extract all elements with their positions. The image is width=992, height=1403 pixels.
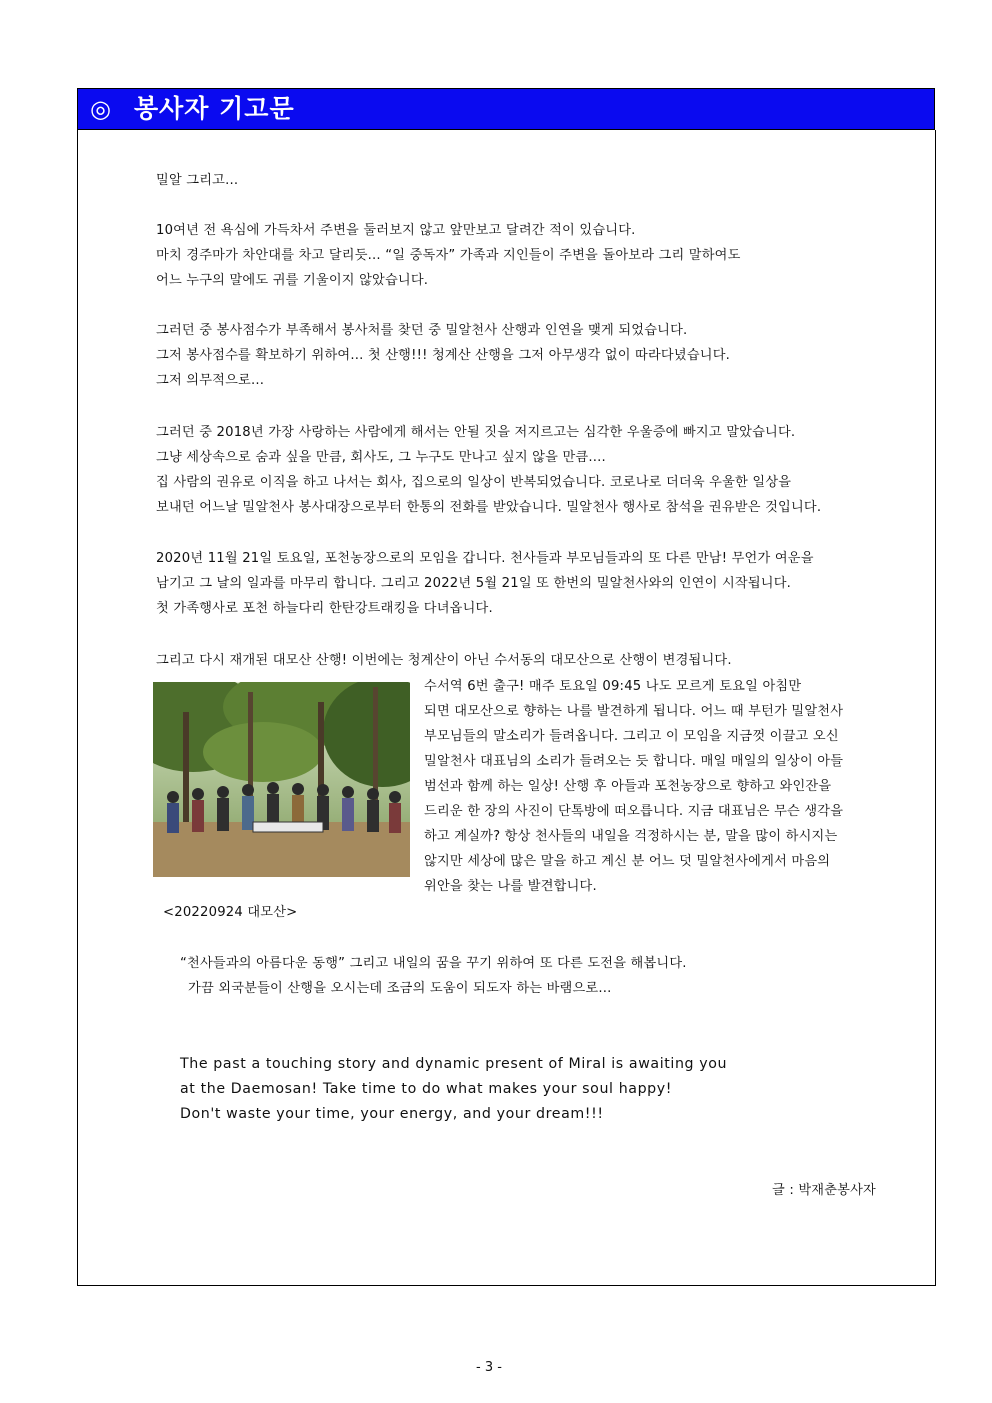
- paragraph-line: 수서역 6번 출구! 매주 토요일 09:45 나도 모르게 토요일 아침만: [424, 679, 802, 694]
- signature: 글 : 박재춘봉사자: [772, 1183, 877, 1198]
- paragraph-line: 첫 가족행사로 포천 하늘다리 한탄강트래킹을 다녀옵니다.: [156, 601, 493, 616]
- paragraph-line: 그냥 세상속으로 숨과 싶을 만큼, 회사도, 그 누구도 만나고 싶지 않을 만큼....: [156, 450, 606, 465]
- paragraph-line: 2020년 11월 21일 토요일, 포천농장으로의 모임을 갑니다. 천사들과 부모님들과의 또 다른 만남! 무언가 여운을: [156, 551, 814, 566]
- circle-mark-icon: ◎: [90, 95, 111, 123]
- paragraph-line: 그러던 중 봉사점수가 부족해서 봉사처를 찾던 중 밀알천사 산행과 인연을 맺게 되었습니다.: [156, 323, 688, 338]
- section-title: 봉사자 기고문: [134, 94, 295, 123]
- group-photo: [153, 682, 410, 877]
- paragraph-line: 범선과 함께 하는 일상! 산행 후 아들과 포천농장으로 향하고 와인잔을: [424, 779, 832, 794]
- paragraph-line: “천사들과의 아름다운 동행” 그리고 내일의 꿈을 꾸기 위하여 또 다른 도전을 해봅니다.: [180, 956, 687, 971]
- paragraph-line: 가끔 외국분들이 산행을 오시는데 조금의 도움이 되도자 하는 바램으로...: [188, 981, 612, 996]
- paragraph-line: 않지만 세상에 많은 말을 하고 계신 분 어느 덧 밀알천사에게서 마음의: [424, 854, 831, 869]
- paragraph-line: 그저 의무적으로...: [156, 373, 265, 388]
- photo-caption: <20220924 대모산>: [163, 905, 298, 920]
- paragraph-line: 드리운 한 장의 사진이 단톡방에 떠오릅니다. 지금 대표님은 무슨 생각을: [424, 804, 844, 819]
- paragraph-line: 마치 경주마가 차안대를 차고 달리듯... “일 중독자” 가족과 지인들이 주변을 돌아보라 그리 말하여도: [156, 248, 741, 263]
- page-number: - 3 -: [476, 1360, 502, 1375]
- paragraph-line: 그러던 중 2018년 가장 사랑하는 사람에게 해서는 안될 짓을 저지르고는 심각한 우울증에 빠지고 말았습니다.: [156, 425, 796, 440]
- paragraph-line: 어느 누구의 말에도 귀를 기울이지 않았습니다.: [156, 273, 429, 288]
- paragraph-line: 하고 계실까? 항상 천사들의 내일을 걱정하시는 분, 말을 많이 하시지는: [424, 829, 838, 844]
- paragraph-line: 부모님들의 말소리가 들려옵니다. 그리고 이 모임을 지금껏 이끌고 오신: [424, 729, 839, 744]
- english-line: at the Daemosan! Take time to do what makes your soul happy!: [180, 1081, 673, 1097]
- paragraph-line: 남기고 그 날의 일과를 마무리 합니다. 그리고 2022년 5월 21일 또 한번의 밀알천사와의 인연이 시작됩니다.: [156, 576, 792, 591]
- english-line: The past a touching story and dynamic present of Miral is awaiting you: [180, 1056, 728, 1072]
- paragraph-line: 밀알 그리고...: [156, 173, 239, 188]
- paragraph-line: 10여년 전 욕심에 가득차서 주변을 둘러보지 않고 앞만보고 달려간 적이 있습니다.: [156, 223, 636, 238]
- paragraph-line: 밀알천사 대표님의 소리가 들려오는 듯 합니다. 매일 매일의 일상이 아들: [424, 754, 844, 769]
- paragraph-line: 그저 봉사점수를 확보하기 위하여... 첫 산행!!! 청계산 산행을 그저 아무생각 없이 따라다녔습니다.: [156, 348, 731, 363]
- paragraph-line: 되면 대모산으로 향하는 나를 발견하게 됩니다. 어느 때 부턴가 밀알천사: [424, 704, 844, 719]
- paragraph-line: 집 사람의 권유로 이직을 하고 나서는 회사, 집으로의 일상이 반복되었습니다. 코로나로 더더욱 우울한 일상을: [156, 475, 792, 490]
- paragraph-line: 위안을 찾는 나를 발견합니다.: [424, 879, 597, 894]
- section-header: [77, 88, 935, 130]
- english-line: Don't waste your time, your energy, and your dream!!!: [180, 1106, 604, 1122]
- paragraph-line: 보내던 어느날 밀알천사 봉사대장으로부터 한통의 전화를 받았습니다. 밀알천사 행사로 참석을 권유받은 것입니다.: [156, 500, 822, 515]
- paragraph-line: 그리고 다시 재개된 대모산 산행! 이번에는 청계산이 아닌 수서동의 대모산으로 산행이 변경됩니다.: [156, 653, 732, 668]
